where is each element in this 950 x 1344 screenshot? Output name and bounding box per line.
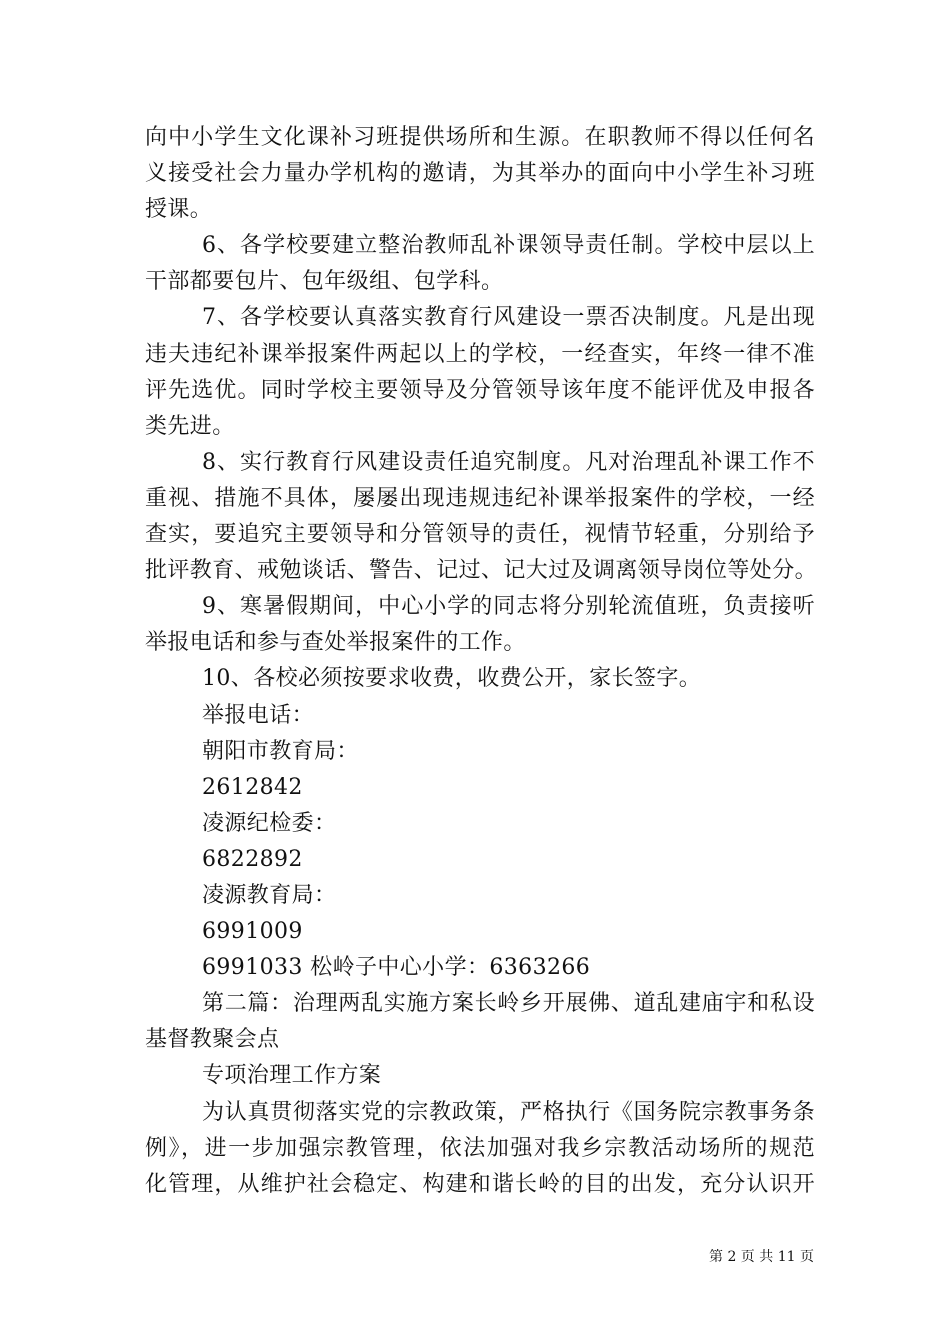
text-line: 评先选优。同时学校主要领导及分管领导该年度不能评优及申报各 — [145, 377, 815, 403]
text-line: 凌源教育局： — [202, 882, 337, 908]
text-line: 违夫违纪补课举报案件两起以上的学校，一经查实，年终一律不准 — [145, 341, 815, 367]
text-line: 8、实行教育行风建设责任追究制度。凡对治理乱补课工作不 — [202, 449, 815, 475]
text-line: 向中小学生文化课补习班提供场所和生源。在职教师不得以任何名 — [145, 125, 815, 150]
text-line: 化管理，从维护社会稳定、构建和谐长岭的目的出发，充分认识开 — [145, 1171, 815, 1197]
text-line: 类先进。 — [145, 413, 235, 439]
section-heading-line: 基督教聚会点 — [145, 1027, 280, 1053]
text-line: 凌源纪检委： — [202, 810, 337, 836]
text-line: 批评教育、戒勉谈话、警告、记过、记大过及调离领导岗位等处分。 — [145, 558, 818, 584]
text-line: 干部都要包片、包年级组、包学科。 — [145, 269, 504, 295]
text-line: 朝阳市教育局： — [202, 738, 359, 764]
text-line: 6991033 松岭子中心小学：6363266 — [202, 955, 591, 981]
text-line: 查实，要追究主要领导和分管领导的责任，视情节轻重，分别给予 — [145, 522, 815, 548]
text-line: 授课。 — [145, 197, 213, 223]
section-heading-line: 第二篇：治理两乱实施方案长岭乡开展佛、道乱建庙宇和私设 — [202, 991, 815, 1017]
text-line: 6822892 — [202, 846, 303, 872]
text-line: 为认真贯彻落实党的宗教政策，严格执行《国务院宗教事务条 — [202, 1099, 815, 1125]
page-number-footer: 第 2 页 共 11 页 — [709, 1249, 814, 1265]
text-line: 10、各校必须按要求收费，收费公开，家长签字。 — [202, 666, 702, 692]
text-line: 7、各学校要认真落实教育行风建设一票否决制度。凡是出现 — [202, 305, 815, 331]
text-line: 9、寒暑假期间，中心小学的同志将分别轮流值班，负责接听 — [202, 594, 815, 620]
text-line: 举报电话和参与查处举报案件的工作。 — [145, 630, 526, 656]
text-line: 6991009 — [202, 919, 303, 945]
text-line: 重视、措施不具体，屡屡出现违规违纪补课举报案件的学校，一经 — [145, 485, 815, 511]
text-line: 2612842 — [202, 774, 303, 800]
text-line: 6、各学校要建立整治教师乱补课领导责任制。学校中层以上 — [202, 233, 815, 259]
text-line: 义接受社会力量办学机构的邀请，为其举办的面向中小学生补习班 — [145, 161, 815, 187]
text-line: 举报电话： — [202, 702, 315, 728]
text-line: 例》，进一步加强宗教管理，依法加强对我乡宗教活动场所的规范 — [145, 1135, 815, 1161]
document-body — [145, 120, 818, 1203]
section-subtitle: 专项治理工作方案 — [202, 1063, 382, 1089]
